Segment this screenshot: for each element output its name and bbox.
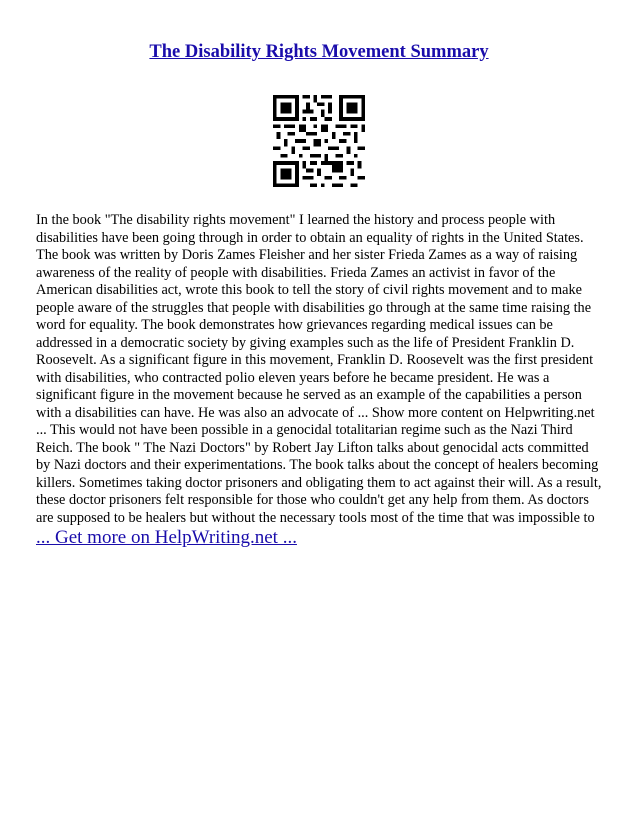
page-title[interactable]: The Disability Rights Movement Summary (149, 42, 489, 62)
get-more-link[interactable]: ... Get more on HelpWriting.net ... (36, 527, 297, 548)
document-body: In the book "The disability rights movement" I learned the history and process people with disabilities have been going through in order to obtain an equality of rights in the United States. The book was written by Doris Zames Fleisher and her sister Frieda Zames as a way of raising awareness of the reality of people with disabilities. Frieda Zames an activist in favor of the American disabilities act, wrote this book to tell the story of civil rights movement and to make people aware of the struggles that people with disabilities go through at the same time raising the word for equality. The book demonstrates how grievances regarding medical issues can be addressed in a democratic society by giving examples such as the life of President Franklin D. Roosevelt. As a significant figure in this movement, Franklin D. Roosevelt was the first president with disabilities, who contracted polio eleven years before he became president. He was a significant figure in the movement because he served as an example of the capabilities a person with a disabilities can have. He was also an advocate of ... Show more content on Helpwriting.net ... This would not have been possible in a genocidal totalitarian regime such as the Nazi Third Reich. The book " The Nazi Doctors" by Robert Jay Lifton talks about genocidal acts committed by Nazi doctors and their experimentations. The book talks about the concept of healers becoming killers. Sometimes taking doctor prisoners and obligating them to act against their will. As a result, these doctor prisoners felt responsible for those who couldn't get any help from them. As doctors are supposed to be healers but without the necessary tools most of the time that was impossible to (36, 212, 602, 526)
qr-code-icon (273, 95, 365, 187)
